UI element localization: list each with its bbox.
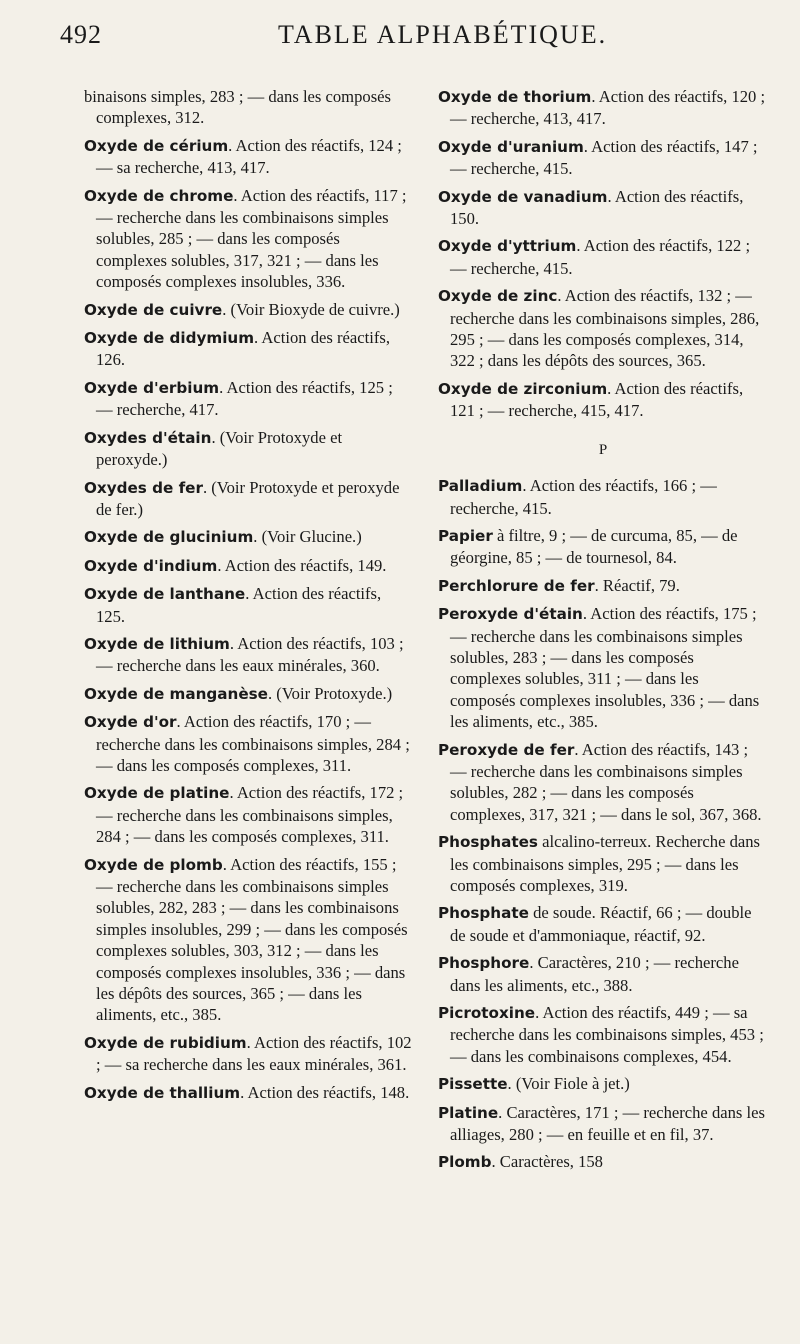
entry-text: . (Voir Fiole à jet.) — [507, 1074, 630, 1094]
entry-text: à filtre, 9 ; — de curcuma, 85, — de géorgine, 85 ; — de tournesol, 84. — [450, 525, 738, 568]
entry-heading: Plomb — [438, 1153, 492, 1172]
right-column — [438, 86, 768, 1180]
entry-text: . Action des réactifs, 102 ; — sa recherche dans les eaux minérales, 361. — [96, 1032, 412, 1075]
entry-heading: Palladium — [438, 477, 523, 496]
index-entry — [84, 633, 412, 677]
entry-heading: Oxyde de plomb — [84, 855, 223, 874]
index-entry — [84, 427, 412, 471]
entry-heading: Oxyde de lithium — [84, 634, 230, 653]
entry-heading: Oxyde de platine — [84, 784, 230, 803]
entry-text: . Action des réactifs, 155 ; — recherche dans les combinaisons simples solubles, 282, 283 ; — dans les combinaisons simples insolubles, 299 ; — dans les composés complexes solubles, 303, 312 ; — dans les composés complexes insolubles, 336 ; — dans les dépôts des sources, 365 ; — dans les aliments, etc., 385. — [96, 854, 408, 1025]
index-entry — [84, 299, 412, 321]
entry-text: . Action des réactifs, 147 ; — recherche, 415. — [450, 136, 758, 179]
entry-heading: Oxyde de lanthane — [84, 585, 246, 604]
entry-text: . Caractères, 210 ; — recherche dans les aliments, etc., 388. — [450, 953, 739, 995]
index-entry — [84, 135, 412, 179]
index-entry — [438, 902, 768, 946]
entry-text: . (Voir Protoxyde et peroxyde de fer.) — [96, 477, 400, 519]
index-entry — [84, 477, 412, 521]
entry-heading: Perchlorure de fer — [438, 576, 595, 595]
index-entry — [84, 327, 412, 371]
index-entry — [84, 526, 412, 548]
entry-heading: Oxyde de rubidium — [84, 1033, 247, 1052]
index-entry — [438, 378, 768, 422]
entry-heading: Peroxyde de fer — [438, 740, 575, 759]
entry-text: . Action des réactifs, 125. — [96, 584, 382, 626]
entry-text: . (Voir Glucine.) — [253, 527, 362, 547]
index-entry — [438, 831, 768, 896]
entry-heading: Platine — [438, 1103, 499, 1122]
index-entry — [438, 475, 768, 519]
entry-heading: Oxydes de fer — [84, 478, 203, 497]
entry-text: . (Voir Protoxyde et peroxyde.) — [96, 427, 343, 470]
index-entry — [84, 854, 412, 1026]
entry-text: . Action des réactifs, 172 ; — recherche dans les combinaisons simples, 284 ; — dans les composés complexes, 311. — [96, 783, 404, 847]
entry-heading: Oxydes d'étain — [84, 428, 212, 447]
index-entry — [84, 86, 412, 129]
index-entry — [438, 952, 768, 996]
entry-text: . Action des réactifs, 121 ; — recherche, 415, 417. — [450, 378, 744, 421]
entry-text: . Action des réactifs, 150. — [450, 186, 744, 229]
entry-text: . Action des réactifs, 148. — [240, 1082, 410, 1102]
entry-heading: Papier — [438, 526, 493, 545]
index-entry — [84, 377, 412, 421]
entry-text: . (Voir Protoxyde.) — [268, 683, 393, 703]
index-entry — [438, 136, 768, 180]
entry-text: . Action des réactifs, 166 ; — recherche, 415. — [450, 476, 717, 518]
index-entry — [84, 782, 412, 847]
entry-text: . Action des réactifs, 143 ; — recherche dans les combinaisons simples solubles, 282 ; — dans les composés complexes, 317, 321 ; — dans le sol, 367, 368. — [450, 739, 762, 824]
index-entry — [438, 1073, 768, 1095]
entry-heading: Oxyde de manganèse — [84, 684, 268, 703]
index-entry — [84, 683, 412, 705]
entry-text: . Action des réactifs, 149. — [217, 555, 387, 575]
index-entry — [438, 186, 768, 230]
entry-heading: Oxyde d'erbium — [84, 378, 220, 397]
index-entry — [438, 603, 768, 732]
entry-heading: Oxyde de thorium — [438, 88, 592, 106]
index-entry — [84, 711, 412, 776]
page-number: 492 — [60, 20, 102, 49]
entry-heading: Oxyde de didymium — [84, 329, 255, 348]
index-entry — [438, 235, 768, 279]
index-entry — [84, 583, 412, 627]
entry-text: . Action des réactifs, 170 ; — recherche dans les combinaisons simples, 284 ; — dans les composés complexes, 311. — [96, 712, 410, 775]
entry-text: . Action des réactifs, 175 ; — recherche dans les combinaisons simples solubles, 283 ; — dans les composés complexes solubles, 311 ; — dans les composés complexes insolubles, 336 ; — dans les aliments, etc., 385. — [450, 604, 760, 732]
entry-heading: Oxyde d'indium — [84, 556, 218, 575]
entry-text: . Action des réactifs, 103 ; — recherche dans les eaux minérales, 360. — [96, 633, 404, 676]
entry-text: . Action des réactifs, 449 ; — sa recherche dans les combinaisons simples, 453 ; — dans les combinaisons complexes, 454. — [450, 1003, 764, 1066]
index-entry — [438, 285, 768, 372]
o-entries — [438, 86, 768, 422]
entry-text: . Action des réactifs, 126. — [96, 328, 390, 370]
index-entry — [84, 1032, 412, 1076]
entry-text: . (Voir Bioxyde de cuivre.) — [222, 299, 400, 319]
entry-heading: Picrotoxine — [438, 1004, 536, 1023]
entry-text: . Caractères, 158 — [491, 1152, 603, 1172]
entry-text: . Caractères, 171 ; — recherche dans les alliages, 280 ; — en feuille et en fil, 37. — [450, 1102, 765, 1145]
index-entry — [438, 1002, 768, 1067]
entry-text: . Action des réactifs, 132 ; — recherche dans les combinaisons simples, 286, 295 ; — dans les composés complexes, 314, 322 ; dans les dépôts des sources, 365. — [450, 286, 760, 371]
entry-heading: Oxyde de cuivre — [84, 300, 223, 319]
entry-heading: Oxyde d'uranium — [438, 137, 584, 156]
entry-heading: Oxyde d'or — [84, 713, 177, 732]
entry-heading: Oxyde de cérium — [84, 136, 229, 155]
index-entry — [438, 1151, 768, 1173]
entry-heading: Oxyde de vanadium — [438, 187, 608, 206]
entry-heading: Phosphate — [438, 904, 529, 923]
entry-text: de soude. Réactif, 66 ; — double de soude et d'ammoniaque, réactif, 92. — [450, 903, 752, 945]
entry-text: . Action des réactifs, 125 ; — recherche, 417. — [96, 377, 393, 420]
index-entry — [438, 739, 768, 826]
entry-text: . Réactif, 79. — [594, 575, 680, 595]
entry-text: binaisons simples, 283 ; — dans les composés complexes, 312. — [84, 87, 391, 128]
entry-heading: Oxyde de glucinium — [84, 528, 254, 547]
entry-text: alcalino-terreux. Recherche dans les combinaisons simples, 295 ; — dans les composés complexes, 319. — [450, 832, 761, 895]
entry-heading: Peroxyde d'étain — [438, 605, 583, 624]
entry-heading: Oxyde d'yttrium — [438, 237, 577, 256]
entry-heading: Phosphore — [438, 954, 530, 973]
index-entry — [84, 1082, 412, 1104]
section-letter: P — [598, 441, 608, 458]
entry-text: . Action des réactifs, 124 ; — sa recherche, 413, 417. — [96, 135, 402, 178]
index-entry — [438, 1102, 768, 1146]
page-header — [60, 18, 780, 52]
p-entries — [438, 475, 768, 1174]
entry-text: . Action des réactifs, 120 ; — recherche, 413, 417. — [450, 87, 766, 129]
entry-heading: Oxyde de chrome — [84, 186, 234, 205]
entry-text: . Action des réactifs, 122 ; — recherche, 415. — [450, 236, 751, 278]
entry-heading: Pissette — [438, 1075, 508, 1094]
entry-heading: Phosphates — [438, 833, 538, 852]
index-entry — [84, 555, 412, 577]
entry-heading: Oxyde de zinc — [438, 287, 558, 306]
index-entry — [438, 575, 768, 597]
index-entry — [438, 86, 768, 130]
entry-heading: Oxyde de thallium — [84, 1083, 241, 1102]
left-column — [84, 86, 412, 1110]
index-entry — [438, 525, 768, 569]
index-entry — [84, 185, 412, 293]
entry-heading: Oxyde de zirconium — [438, 379, 608, 398]
running-title: TABLE ALPHABÉTIQUE. — [278, 20, 608, 49]
entry-text: . Action des réactifs, 117 ; — recherche dans les combinaisons simples solubles, 285 ; — dans les composés complexes solubles, 317, 321 ; — dans les composés complexes insolubles, 336. — [96, 185, 407, 292]
